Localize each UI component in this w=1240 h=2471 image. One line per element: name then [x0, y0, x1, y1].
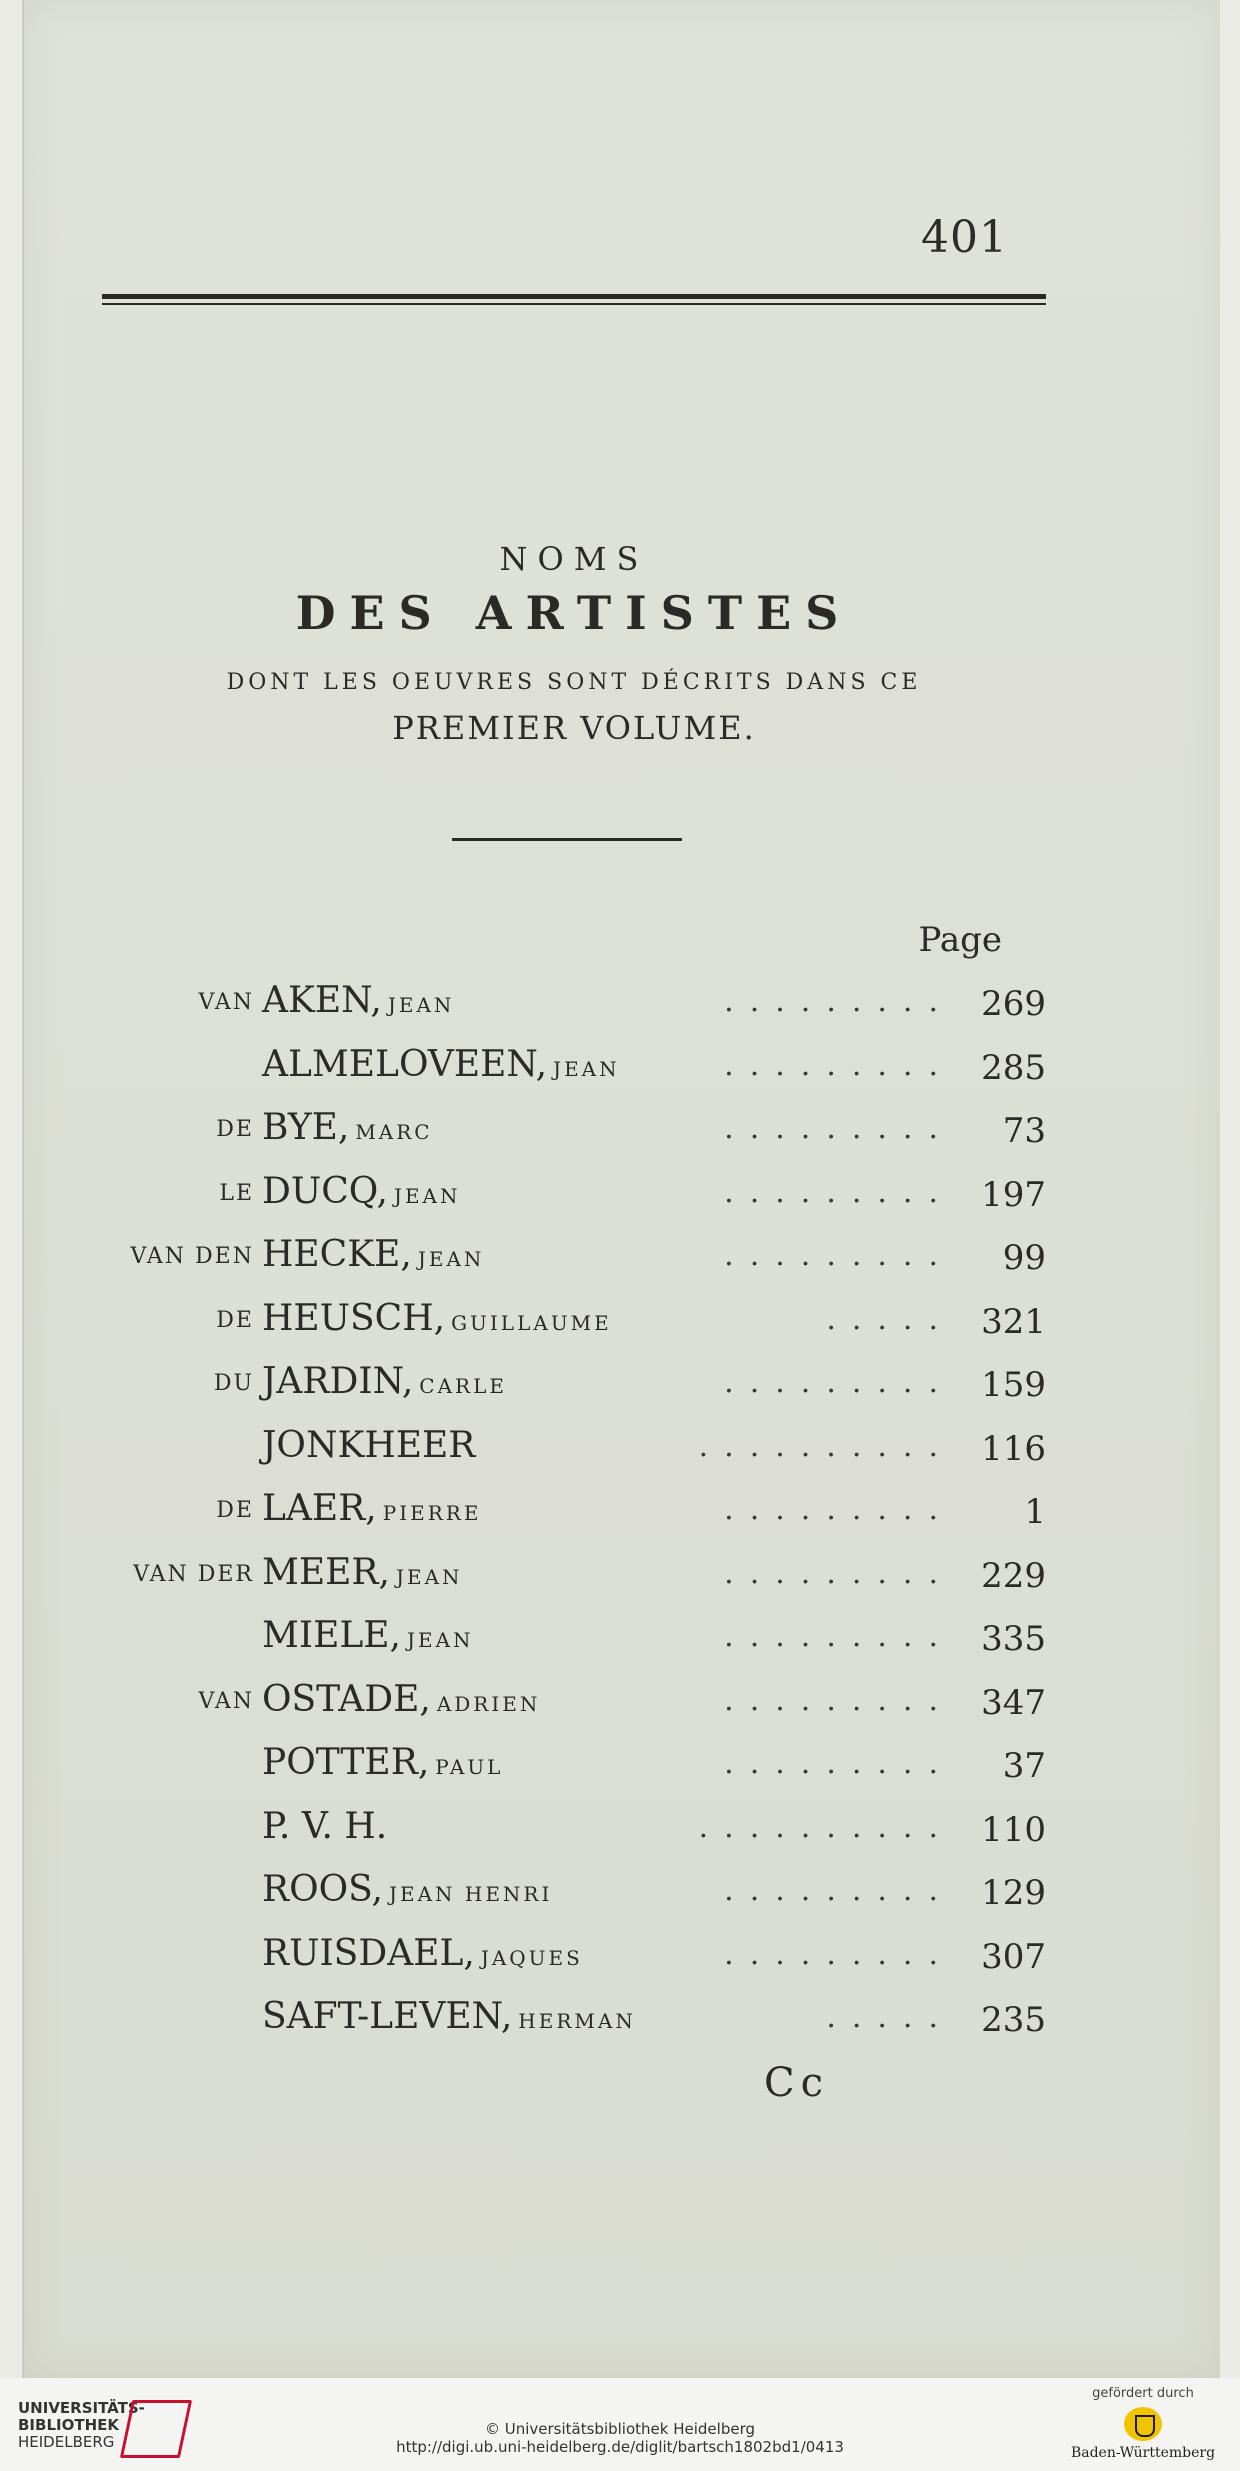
title-line-4: PREMIER VOLUME.	[392, 709, 756, 747]
entry-first-name: JEAN	[407, 1628, 474, 1652]
entry-name	[262, 1806, 387, 1847]
entry-first-name: JEAN HENRI	[388, 1882, 553, 1906]
library-name-line-1: UNIVERSITÄTS-	[18, 2399, 145, 2417]
index-entry	[24, 1996, 1240, 2060]
index-entry	[24, 1742, 1240, 1806]
leader-dots: .........	[724, 1619, 954, 1654]
leader-dots: .........	[724, 1365, 954, 1400]
index-entry	[24, 1552, 1240, 1616]
entry-surname: ALMELOVEEN	[262, 1043, 536, 1085]
leader-dots: .........	[724, 1238, 954, 1273]
leader-dots: .........	[724, 1047, 954, 1083]
entry-surname: LAER	[262, 1488, 366, 1529]
entry-surname: POTTER	[262, 1742, 418, 1783]
index-entry	[24, 1425, 1240, 1489]
entry-surname: OSTADE	[262, 1678, 420, 1720]
index-entry	[24, 1107, 1240, 1171]
entry-name: ALMELOVEEN, JEAN	[262, 1043, 620, 1085]
entry-name: AKEN, JEAN	[262, 980, 455, 1021]
title-block	[24, 540, 1124, 747]
entry-name: HEUSCH, GUILLAUME	[262, 1297, 612, 1339]
sponsor-name: Baden-Württemberg	[1070, 2445, 1216, 2461]
entry-page-number: 285	[981, 1047, 1046, 1088]
entry-surname: MEER	[262, 1551, 379, 1593]
index-entry	[24, 1806, 1240, 1870]
index-entry	[24, 1615, 1240, 1679]
entry-prefix: DU	[213, 1371, 254, 1396]
entry-first-name: CARLE	[419, 1374, 507, 1398]
entry-surname: JARDIN	[262, 1361, 402, 1402]
leader-dots: .........	[724, 1873, 954, 1908]
sponsor-logo[interactable]	[1068, 2386, 1218, 2461]
leader-dots: .........	[724, 1492, 954, 1527]
entry-page-number: 73	[1002, 1111, 1046, 1151]
entry-name: MEER, JEAN	[262, 1551, 463, 1593]
entry-first-name: ADRIEN	[436, 1691, 541, 1716]
entry-surname: SAFT-LEVEN	[262, 1996, 501, 2037]
entry-name: SAFT-LEVEN, HERMAN	[262, 1996, 636, 2037]
entry-first-name: JEAN	[417, 1247, 485, 1271]
entry-name: HECKE, JEAN	[262, 1234, 485, 1275]
index-entry	[24, 980, 1240, 1044]
entry-first-name: JEAN	[393, 1183, 461, 1208]
entry-page-number: 347	[981, 1682, 1046, 1723]
entry-page-number: 321	[981, 1301, 1046, 1342]
entry-page-number: 335	[981, 1619, 1046, 1659]
entry-first-name: HERMAN	[518, 2009, 636, 2033]
leader-dots: .........	[724, 1174, 954, 1210]
entry-name: JARDIN, CARLE	[262, 1361, 507, 1402]
entry-first-name: JEAN	[553, 1056, 620, 1081]
entry-first-name: JEAN	[395, 1564, 463, 1589]
entry-name: RUISDAEL, JAQUES	[262, 1932, 583, 1974]
entry-page-number: 159	[981, 1365, 1046, 1405]
entry-name: POTTER, PAUL	[262, 1742, 504, 1783]
copyright-block	[380, 2420, 860, 2456]
entry-page-number: 129	[981, 1873, 1046, 1913]
entry-first-name: JAQUES	[480, 1945, 583, 1970]
entry-name: DUCQ, JEAN	[262, 1170, 461, 1212]
entry-name	[262, 1425, 475, 1466]
page-number: 401	[921, 212, 1008, 263]
entry-name: LAER, PIERRE	[262, 1488, 482, 1529]
entry-prefix: DE	[216, 1117, 254, 1142]
book-page	[22, 0, 1220, 2378]
state-seal-icon	[1124, 2407, 1162, 2441]
header-rule	[102, 294, 1046, 305]
entry-page-number: 1	[1024, 1492, 1046, 1532]
column-header-page: Page	[918, 920, 1002, 960]
entry-surname: HECKE	[262, 1234, 401, 1275]
permalink[interactable]: http://digi.ub.uni-heidelberg.de/diglit/bartsch1802bd1/0413	[396, 2438, 844, 2456]
title-line-1: NOMS	[499, 540, 649, 578]
entry-name: MIELE, JEAN	[262, 1615, 474, 1656]
index-entry	[24, 1869, 1240, 1933]
index-entry	[24, 1679, 1240, 1743]
entry-surname: MIELE	[262, 1615, 390, 1656]
index-entry	[24, 1488, 1240, 1552]
entry-page-number: 116	[981, 1428, 1046, 1469]
entry-surname: JONKHEER	[262, 1424, 476, 1466]
entry-first-name: MARC	[355, 1120, 433, 1144]
entry-name: ROOS, JEAN HENRI	[262, 1869, 553, 1910]
entry-name: OSTADE, ADRIEN	[262, 1678, 541, 1720]
entry-page-number: 99	[1002, 1238, 1046, 1278]
index-entry	[24, 1171, 1240, 1235]
entry-page-number: 235	[981, 2000, 1046, 2040]
entry-first-name: JEAN	[387, 993, 455, 1017]
entry-first-name: GUILLAUME	[451, 1310, 612, 1335]
entry-first-name: PAUL	[435, 1755, 504, 1779]
index-entry	[24, 1361, 1240, 1425]
entry-surname: ROOS	[262, 1869, 372, 1910]
entry-prefix: VAN	[198, 990, 254, 1015]
entry-prefix: DE	[216, 1498, 254, 1523]
entry-prefix: VAN DER	[133, 1561, 254, 1587]
index-entry	[24, 1044, 1240, 1108]
entry-page-number: 110	[981, 1809, 1046, 1850]
entry-surname: HEUSCH	[262, 1297, 434, 1339]
sponsor-label: gefördert durch	[1092, 2386, 1194, 2401]
leader-dots: ..........	[698, 1428, 954, 1464]
index-entry	[24, 1933, 1240, 1997]
signature-mark: Cc	[764, 2060, 830, 2106]
title-divider	[452, 838, 682, 841]
entry-page-number: 37	[1002, 1746, 1046, 1786]
entry-prefix: VAN DEN	[130, 1244, 254, 1269]
leader-dots: .........	[724, 1682, 954, 1718]
leader-dots: ..........	[698, 1809, 954, 1845]
leader-dots: .........	[724, 1111, 954, 1146]
entry-page-number: 307	[981, 1936, 1046, 1977]
title-line-2: DES ARTISTES	[295, 586, 853, 640]
library-name-line-2: BIBLIOTHEK	[18, 2416, 119, 2434]
entry-first-name: PIERRE	[382, 1501, 482, 1525]
title-line-3: DONT LES OEUVRES SONT DÉCRITS DANS CE	[226, 670, 922, 695]
entry-name: BYE, MARC	[262, 1107, 433, 1148]
entry-prefix: DE	[216, 1307, 254, 1333]
entry-page-number: 197	[981, 1174, 1046, 1215]
index-entry	[24, 1298, 1240, 1362]
artist-index-list	[24, 980, 1240, 2060]
library-name-line-3: HEIDELBERG	[18, 2433, 115, 2451]
leader-dots: .....	[826, 2000, 954, 2035]
entry-prefix: VAN	[198, 1688, 254, 1714]
library-logo[interactable]	[18, 2400, 178, 2451]
leader-dots: .........	[724, 1746, 954, 1781]
entry-page-number: 229	[981, 1555, 1046, 1596]
index-entry	[24, 1234, 1240, 1298]
library-logo-icon	[120, 2400, 192, 2458]
leader-dots: .........	[724, 1555, 954, 1591]
leader-dots: .........	[724, 984, 954, 1019]
entry-surname: RUISDAEL	[262, 1932, 464, 1974]
entry-surname: AKEN	[262, 980, 371, 1021]
entry-page-number: 269	[981, 984, 1046, 1024]
entry-surname: BYE	[262, 1107, 338, 1148]
entry-surname: DUCQ	[262, 1170, 377, 1212]
leader-dots: .........	[724, 1936, 954, 1972]
copyright-text: © Universitätsbibliothek Heidelberg	[484, 2420, 755, 2438]
entry-surname: P. V. H.	[262, 1805, 388, 1847]
leader-dots: .....	[826, 1301, 954, 1337]
entry-prefix: LE	[219, 1180, 254, 1206]
footer-bar	[0, 2378, 1240, 2471]
